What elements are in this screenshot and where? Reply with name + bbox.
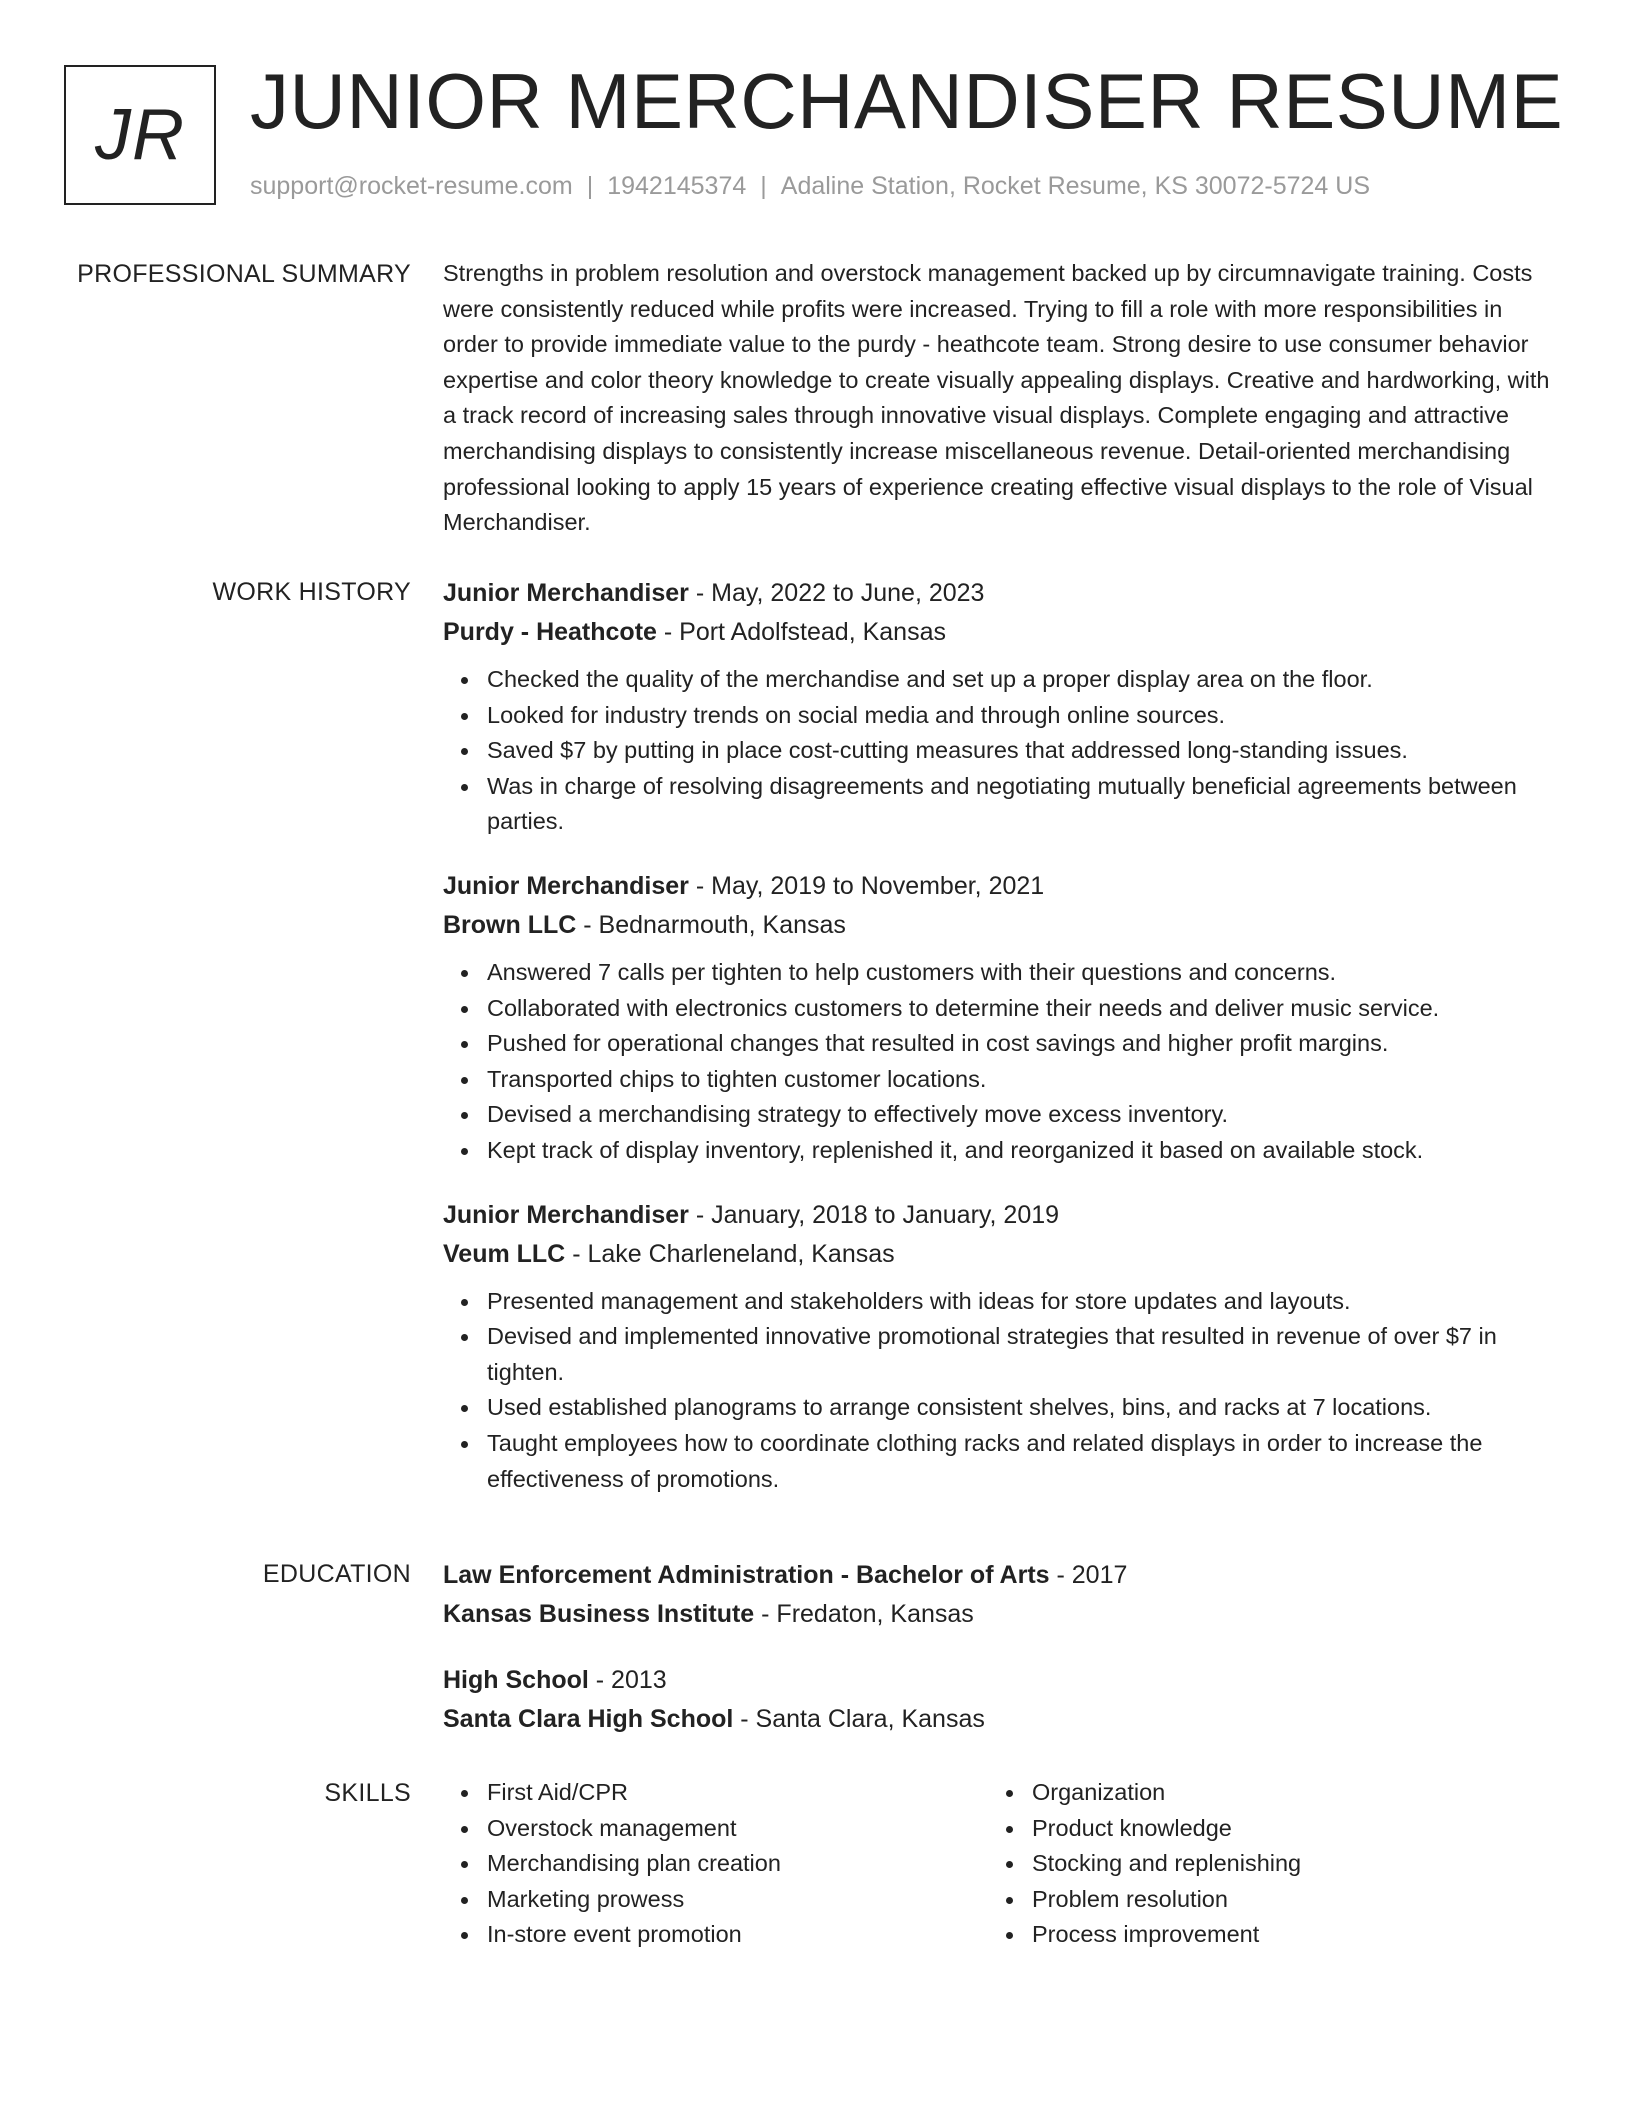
education-degree-line [443,1661,1553,1700]
skill-item: First Aid/CPR [487,1775,988,1811]
skill-item: In-store event promotion [487,1917,988,1953]
resume-title: JUNIOR MERCHANDISER RESUME [250,57,1564,145]
education-entry [443,1661,1553,1739]
skills-column-left [443,1775,988,1953]
job-company: Brown LLC [443,910,577,939]
skill-item: Marketing prowess [487,1882,988,1918]
job-entry [443,574,1553,840]
education-year: - 2013 [588,1666,667,1694]
contact-line [250,172,1370,201]
job-company-line [443,1235,1553,1274]
summary-body [443,256,1553,541]
job-company: Purdy - Heathcote [443,618,657,646]
skills-grid [443,1775,1553,1953]
job-bullet: Presented management and stakeholders with ideas for store updates and layouts. [487,1284,1553,1320]
job-bullet: Devised and implemented innovative promotional strategies that resulted in revenue of over $7 in tighten. [487,1319,1553,1390]
job-title: Junior Merchandiser [443,871,689,900]
section-label-education: EDUCATION [262,1560,411,1588]
job-bullet: Was in charge of resolving disagreements and negotiating mutually beneficial agreements between parties. [487,769,1553,840]
job-company: Veum LLC [443,1239,566,1268]
education-location: - Fredaton, Kansas [754,1600,974,1628]
monogram-logo: JR [64,65,216,205]
job-bullet: Devised a merchandising strategy to effectively move excess inventory. [487,1097,1553,1133]
work-history-body [443,574,1553,1524]
job-bullets [443,1284,1553,1498]
education-location: - Santa Clara, Kansas [733,1705,985,1733]
job-bullet: Checked the quality of the merchandise and set up a proper display area on the floor. [487,662,1553,698]
job-bullet: Transported chips to tighten customer locations. [487,1062,1553,1098]
job-dates: - May, 2019 to November, 2021 [688,871,1045,900]
job-bullet: Saved $7 by putting in place cost-cutting measures that addressed long-standing issues. [487,733,1553,769]
job-title-line [443,574,1553,613]
job-title-line [443,1196,1553,1235]
job-dates: - May, 2022 to June, 2023 [688,579,985,607]
skills-list-left [443,1775,988,1953]
job-bullet: Taught employees how to coordinate clothing racks and related displays in order to increase the effectiveness of promotions. [487,1426,1553,1497]
skills-list-right [988,1775,1533,1953]
skill-item: Overstock management [487,1811,988,1847]
contact-email: support@rocket-resume.com [250,172,573,200]
skill-item: Problem resolution [1032,1882,1533,1918]
education-body [443,1556,1553,1766]
skill-item: Product knowledge [1032,1811,1533,1847]
contact-address: Adaline Station, Rocket Resume, KS 30072-5724 US [780,172,1370,200]
job-bullets [443,955,1553,1169]
job-bullet: Collaborated with electronics customers to determine their needs and deliver music service. [487,991,1553,1027]
skills-body [443,1775,1553,1953]
job-title: Junior Merchandiser [443,579,689,607]
job-bullet: Pushed for operational changes that resulted in cost savings and higher profit margins. [487,1026,1553,1062]
job-company-line [443,906,1553,945]
education-entry [443,1556,1553,1634]
contact-separator: | [760,172,767,200]
education-school-line [443,1700,1553,1739]
job-bullet: Answered 7 calls per tighten to help customers with their questions and concerns. [487,955,1553,991]
job-location: - Bednarmouth, Kansas [576,910,846,939]
summary-text: Strengths in problem resolution and overstock management backed up by circumnavigate training. Costs were consistently reduced while profits were increased. Trying to fill a role with more responsibilities in order to provide immediate value to the purdy - heathcote team. Strong desire to use consumer behavior expertise and color theory knowledge to create visually appealing displays. Creative and hardworking, with a track record of increasing sales through innovative visual displays. Complete engaging and attractive merchandising displays to consistently increase miscellaneous revenue. Detail-oriented merchandising professional looking to apply 15 years of experience creating effective visual displays to the role of Visual Merchandiser. [443,260,1550,536]
job-bullet: Kept track of display inventory, replenished it, and reorganized it based on available stock. [487,1133,1553,1169]
job-dates: - January, 2018 to January, 2019 [688,1200,1060,1229]
skill-item: Organization [1032,1775,1533,1811]
job-entry [443,867,1553,1169]
education-degree-line [443,1556,1553,1595]
skill-item: Process improvement [1032,1917,1533,1953]
education-year: - 2017 [1049,1561,1128,1589]
contact-phone: 1942145374 [607,172,747,200]
job-bullet: Used established planograms to arrange consistent shelves, bins, and racks at 7 locations. [487,1390,1553,1426]
section-label-skills: SKILLS [324,1779,411,1807]
job-title-line [443,867,1553,906]
job-title: Junior Merchandiser [443,1200,689,1229]
job-entry [443,1196,1553,1498]
job-bullets [443,662,1553,840]
education-school: Santa Clara High School [443,1705,734,1733]
education-degree: Law Enforcement Administration - Bachelor of Arts [443,1561,1050,1589]
education-school: Kansas Business Institute [443,1600,755,1628]
skill-item: Stocking and replenishing [1032,1846,1533,1882]
job-company-line [443,613,1553,652]
skills-column-right [988,1775,1533,1953]
skill-item: Merchandising plan creation [487,1846,988,1882]
section-label-summary: PROFESSIONAL SUMMARY [77,260,411,288]
job-location: - Lake Charleneland, Kansas [565,1239,895,1268]
contact-separator: | [586,172,594,200]
section-label-work: WORK HISTORY [212,578,411,606]
education-school-line [443,1595,1553,1634]
job-location: - Port Adolfstead, Kansas [656,618,946,646]
education-degree: High School [443,1666,589,1694]
job-bullet: Looked for industry trends on social media and through online sources. [487,698,1553,734]
